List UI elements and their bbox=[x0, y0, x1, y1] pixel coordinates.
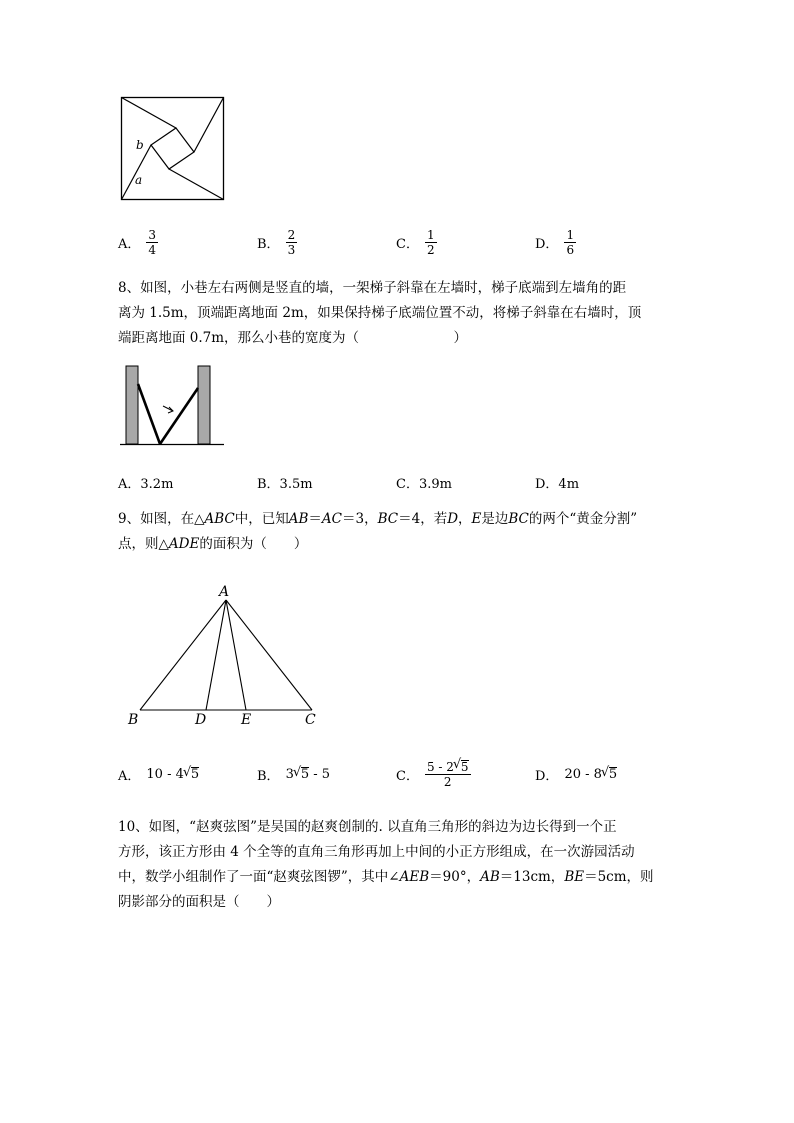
option-label: C． bbox=[396, 768, 419, 784]
q9-question-text bbox=[118, 507, 678, 557]
option-label: D． bbox=[535, 768, 559, 784]
q8-option-b[interactable]: B．3.5m bbox=[257, 476, 313, 492]
q10-line-2: 方形，该正方形由 4 个全等的直角三角形再加上中间的小正方形组成，在一次游园活动 bbox=[118, 844, 635, 860]
q8-option-a[interactable]: A．3.2m bbox=[118, 476, 174, 492]
vertex-c-label: C bbox=[305, 712, 316, 728]
triangle-abc-figure bbox=[120, 578, 330, 730]
label-a: a bbox=[135, 173, 143, 187]
option-label: D． bbox=[535, 236, 559, 252]
q8-option-c[interactable]: C．3.9m bbox=[396, 476, 452, 492]
q9-option-b[interactable] bbox=[257, 756, 330, 792]
sqrt-symbol: √ 5 bbox=[602, 767, 617, 782]
option-label: C． bbox=[396, 236, 419, 252]
q9-line-1: 9、如图，在△ABC中，已知AB＝AC＝3，BC＝4，若D，E是边BC的两个“黄金分割” bbox=[118, 511, 638, 527]
q9-option-a[interactable] bbox=[118, 756, 199, 792]
q7-option-a[interactable] bbox=[118, 224, 158, 260]
q8-line-1: 8、如图，小巷左右两侧是竖直的墙，一架梯子斜靠在左墙时，梯子底端到左墙角的距 bbox=[118, 280, 627, 296]
vertex-b-label: B bbox=[128, 712, 139, 728]
option-text: 20 - 8 bbox=[564, 766, 602, 782]
q10-question-text bbox=[118, 815, 678, 915]
option-text: 3 bbox=[285, 766, 294, 782]
q8-line-3: 端距离地面 0.7m，那么小巷的宽度为（ ） bbox=[118, 330, 468, 346]
q8-option-d[interactable]: D．4m bbox=[535, 476, 580, 492]
option-text: - 5 bbox=[309, 766, 331, 782]
q9-line-2: 点，则△ADE的面积为（ ） bbox=[118, 536, 308, 552]
q7-option-d[interactable] bbox=[535, 224, 576, 260]
pinwheel-square-figure bbox=[118, 94, 228, 202]
option-label: A． bbox=[118, 236, 141, 252]
option-text: 10 - 4 bbox=[146, 766, 184, 782]
fraction: $\frac{1}{2}$ bbox=[426, 227, 435, 257]
q9-option-c[interactable] bbox=[396, 756, 471, 792]
fraction: $\frac{1}{6}$ bbox=[566, 227, 575, 257]
q8-line-2: 离为 1.5m，顶端距离地面 2m，如果保持梯子底端位置不动，将梯子斜靠在右墙时，顶 bbox=[118, 305, 642, 321]
q10-line-1: 10、如图，“赵爽弦图”是吴国的赵爽创制的. 以直角三角形的斜边为边长得到一个正 bbox=[118, 819, 617, 835]
fraction: $\frac{2}{3}$ bbox=[287, 227, 296, 257]
sqrt-symbol: √ 5 bbox=[454, 760, 469, 774]
ladder-alley-figure bbox=[118, 362, 228, 450]
q7-option-b[interactable] bbox=[257, 224, 297, 260]
q9-option-d[interactable] bbox=[535, 756, 617, 792]
fraction: $\frac{5 - 2√ 5}{2}$ bbox=[425, 760, 471, 789]
point-d-label: D bbox=[195, 712, 207, 728]
q8-question-text bbox=[118, 276, 678, 351]
option-label: B． bbox=[257, 768, 280, 784]
label-b: b bbox=[136, 138, 144, 152]
point-e-label: E bbox=[241, 712, 252, 728]
q10-line-3: 中，数学小组制作了一面“赵爽弦图锣”，其中∠AEB＝90°，AB＝13cm，BE＝5cm，则 bbox=[118, 869, 654, 885]
option-label: B． bbox=[257, 236, 280, 252]
sqrt-symbol: √ 5 bbox=[294, 767, 309, 782]
fraction: $\frac{3}{4}$ bbox=[148, 227, 157, 257]
sqrt-symbol: √ 5 bbox=[184, 767, 199, 782]
option-label: A． bbox=[118, 768, 141, 784]
q7-option-c[interactable] bbox=[396, 224, 437, 260]
vertex-a-label: A bbox=[219, 584, 230, 600]
q10-line-4: 阴影部分的面积是（ ） bbox=[118, 894, 280, 910]
